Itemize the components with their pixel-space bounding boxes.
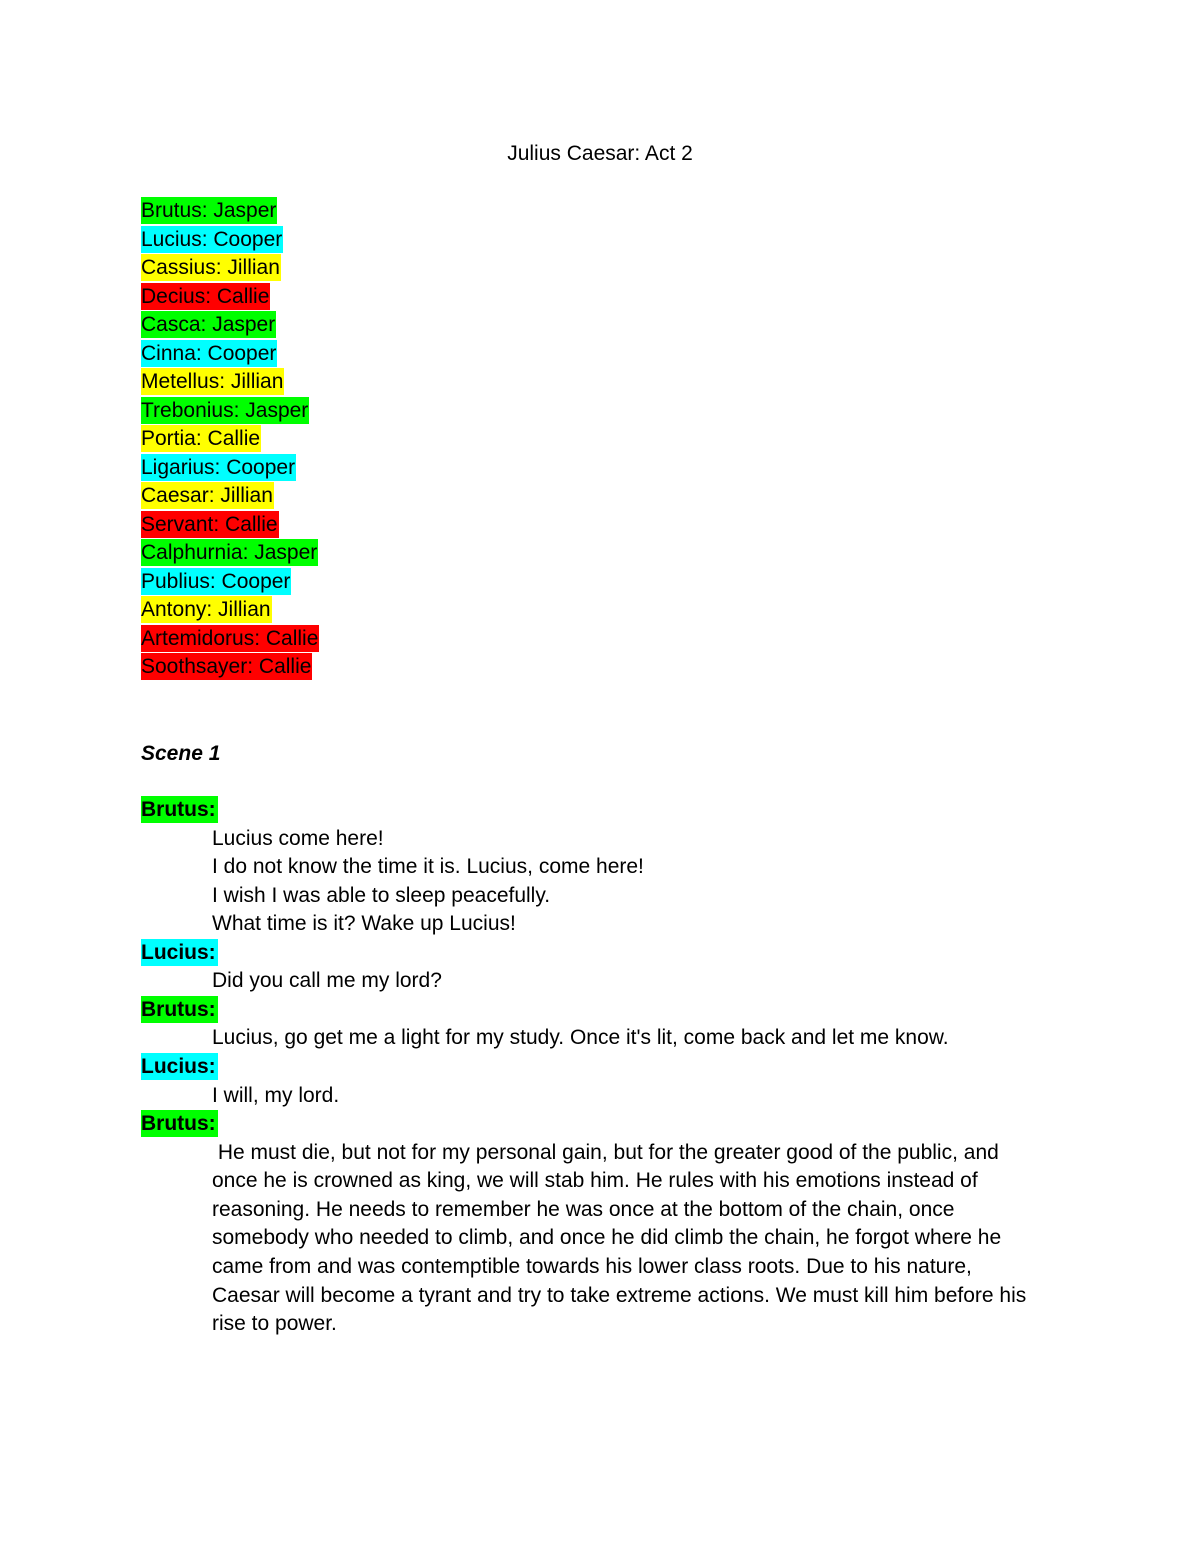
speaker-name <box>141 939 1061 968</box>
cast-list-item <box>141 511 319 540</box>
cast-list-item <box>141 368 319 397</box>
cast-list-item <box>141 482 319 511</box>
dialogue-block <box>141 967 1061 996</box>
cast-entry-text: Trebonius: Jasper <box>141 398 309 422</box>
dialogue-line: Lucius, go get me a light for my study. Once it's lit, come back and let me know. <box>212 1026 949 1050</box>
cast-list-item <box>141 539 319 568</box>
speaker-name <box>141 1110 1061 1139</box>
cast-entry-text: Brutus: Jasper <box>141 199 277 222</box>
dialogue-block <box>141 1082 1061 1111</box>
cast-entry-text: Ligarius: Cooper <box>141 455 296 479</box>
cast-entry-text: Decius: Callie <box>141 284 270 308</box>
cast-list-item <box>141 568 319 597</box>
cast-list-item <box>141 340 319 369</box>
dialogue-line: I do not know the time it is. Lucius, come here! <box>212 855 644 879</box>
cast-list-item <box>141 425 319 454</box>
dialogue-line: reasoning. He needs to remember he was once at the bottom of the chain, once <box>212 1197 955 1221</box>
cast-entry-text: Soothsayer: Callie <box>141 655 312 678</box>
dialogue-line: somebody who needed to climb, and once he did climb the chain, he forgot where he <box>212 1226 1002 1250</box>
cast-list-item <box>141 197 319 226</box>
speaker-label: Lucius: <box>141 940 216 964</box>
speaker-label: Lucius: <box>141 1055 216 1079</box>
cast-list-item <box>141 254 319 283</box>
cast-list-item <box>141 397 319 426</box>
speaker-name <box>141 796 1061 825</box>
dialogue-block <box>141 1024 1061 1053</box>
cast-entry-text: Publius: Cooper <box>141 569 291 593</box>
dialogue-block <box>141 825 1061 939</box>
cast-entry-text: Servant: Callie <box>141 512 278 536</box>
cast-entry-text: Casca: Jasper <box>141 313 276 336</box>
cast-list-item <box>141 454 319 483</box>
dialogue-block <box>141 1139 1061 1339</box>
speaker-name <box>141 996 1061 1025</box>
scene-heading: Scene 1 <box>141 742 221 765</box>
cast-list-item <box>141 283 319 312</box>
cast-list-item <box>141 653 319 682</box>
cast-entry-text: Metellus: Jillian <box>141 370 284 393</box>
dialogue-line: What time is it? Wake up Lucius! <box>212 912 516 936</box>
speaker-name <box>141 1053 1061 1082</box>
cast-list <box>141 197 319 682</box>
cast-entry-text: Cassius: Jillian <box>141 256 280 279</box>
dialogue-line: came from and was contemptible towards his lower class roots. Due to his nature, <box>212 1255 972 1279</box>
cast-list-item <box>141 596 319 625</box>
dialogue-line: I wish I was able to sleep peacefully. <box>212 883 551 907</box>
dialogue-line: Lucius come here! <box>212 826 384 850</box>
dialogue-line: Did you call me my lord? <box>212 969 442 993</box>
dialogue-line: I will, my lord. <box>212 1083 340 1107</box>
cast-list-item <box>141 311 319 340</box>
dialogue-line: rise to power. <box>212 1312 337 1336</box>
cast-entry-text: Antony: Jillian <box>141 598 271 621</box>
speaker-label: Brutus: <box>141 798 216 821</box>
speaker-label: Brutus: <box>141 1112 216 1136</box>
dialogue-line: Caesar will become a tyrant and try to take extreme actions. We must kill him before his <box>212 1283 1027 1307</box>
dialogue-line: once he is crowned as king, we will stab him. He rules with his emotions instead of <box>212 1169 978 1193</box>
document-title: Julius Caesar: Act 2 <box>507 142 693 165</box>
cast-entry-text: Calphurnia: Jasper <box>141 541 318 564</box>
cast-list-item <box>141 226 319 255</box>
cast-entry-text: Lucius: Cooper <box>141 227 283 251</box>
dialogue-line: He must die, but not for my personal gain, but for the greater good of the public, and <box>212 1140 999 1164</box>
cast-entry-text: Caesar: Jillian <box>141 484 273 507</box>
cast-list-item <box>141 625 319 654</box>
script-block <box>141 796 1061 1339</box>
cast-entry-text: Portia: Callie <box>141 427 261 450</box>
cast-entry-text: Cinna: Cooper <box>141 341 277 365</box>
speaker-label: Brutus: <box>141 997 216 1021</box>
cast-entry-text: Artemidorus: Callie <box>141 626 319 650</box>
